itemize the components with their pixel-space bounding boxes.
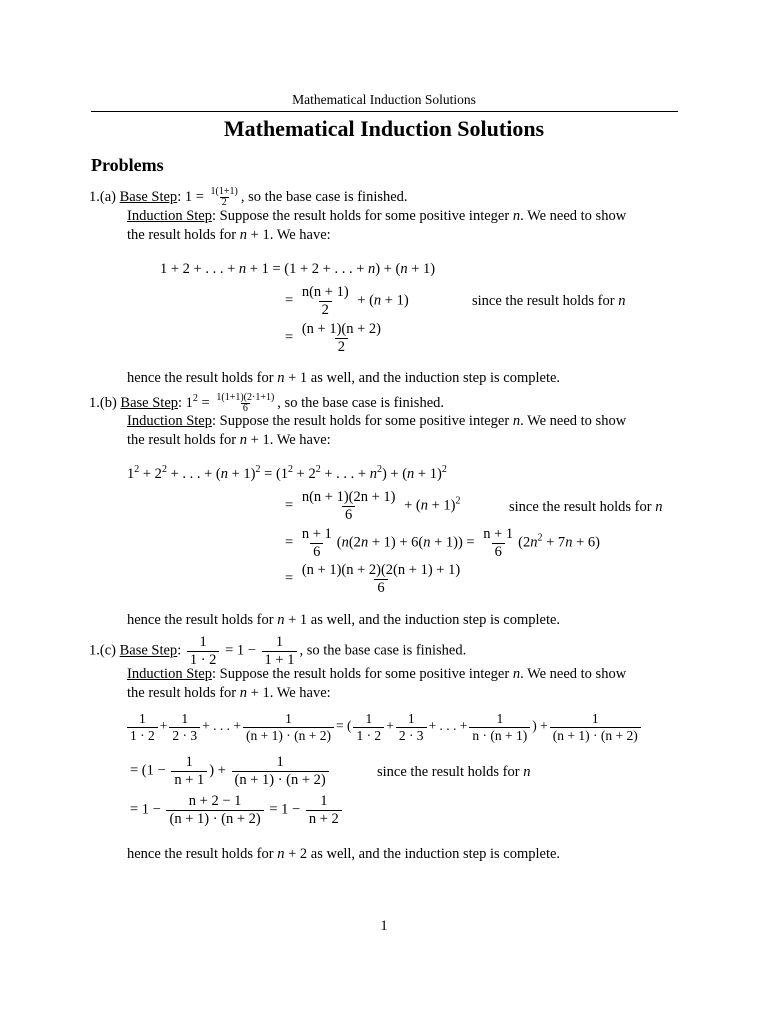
section-heading: Problems: [91, 155, 164, 175]
base-suffix: , so the base case is finished.: [240, 188, 408, 205]
inline-fraction: $\frac{1(1+1)(2\cdot 1+1)}{6}$: [216, 392, 275, 414]
problem-b-induction-cont: the result holds for n + 1. We have:: [127, 432, 331, 448]
equation-c-line3: = 1 − $\frac{n + 2 - 1}{(n + 1) \cdot (n + 2)}$ = 1 − $\frac{1}{n + 2}$: [130, 793, 344, 827]
problem-b-induction: Induction Step: Suppose the result holds for some positive integer n. We need to show: [127, 413, 627, 429]
equation-c-line2: = (1 − $\frac{1}{n + 1}$ ) + $\frac{1}{(n + 1) \cdot (n + 2)}$: [130, 754, 331, 788]
equation-a-line1: 1 + 2 + . . . + n + 1 = (1 + 2 + . . . + n) + (n + 1): [160, 261, 436, 277]
since-note-c: since the result holds for n: [377, 764, 531, 780]
problem-label: 1.(a): [89, 188, 116, 205]
problem-a-induction-cont: the result holds for n + 1. We have:: [127, 227, 331, 243]
problem-label: 1.(b): [89, 394, 117, 411]
problem-c-base: 1.(c) Base Step: $\frac{1}{1 \cdot 2}$ = 1 − $\frac{1}{1 + 1}$ , so the base case is finished.: [89, 634, 467, 668]
page-number: 1: [380, 918, 388, 934]
running-head: Mathematical Induction Solutions: [292, 92, 476, 107]
equation-b-line4: = $\frac{(n + 1)(n + 2)(2(n + 1) + 1)}{6}$: [285, 562, 461, 596]
problem-a-induction: Induction Step: Suppose the result holds for some positive integer n. We need to show: [127, 208, 627, 224]
equation-b-line1: $1^2 + 2^2$ + . . . + $(n + 1)^2 = (1^2 + 2^2$ + . . . + $n^2) + (n + 1)^2$: [127, 464, 447, 482]
problem-c-conclusion: hence the result holds for n + 2 as well, and the induction step is complete.: [127, 846, 561, 862]
equation-a-line2: = $\frac{n(n + 1)}{2}$ + (n + 1): [285, 284, 409, 318]
header-rule: [91, 111, 678, 112]
problem-b-conclusion: hence the result holds for n + 1 as well, and the induction step is complete.: [127, 612, 561, 628]
inline-fraction: $\frac{1(1+1)}{2}$: [210, 186, 238, 208]
problem-c-induction-cont: the result holds for n + 1. We have:: [127, 685, 331, 701]
problem-label: 1.(c): [89, 642, 116, 659]
problem-a-conclusion: hence the result holds for n + 1 as well, and the induction step is complete.: [127, 370, 561, 386]
problem-c-induction: Induction Step: Suppose the result holds for some positive integer n. We need to show: [127, 666, 627, 682]
problem-b-base: 1.(b) Base Step: $1^2$ = $\frac{1(1+1)(2\cdot 1+1)}{6}$ , so the base case is finished.: [89, 392, 445, 414]
equation-c-line1: $\frac{1}{1 \cdot 2}$ + $\frac{1}{2 \cdot 3}$ + . . . + $\frac{1}{(n + 1) \cdot (n + 2)}$ = ( $\frac{1}{1 \cdot 2}$ + $\frac{1}{2 \cdot 3}$ + . . . + $\frac{1}{n \cdot (n + 1)}$ ) + $\frac{1}{(n + 1) \cdot (n + 2)}$: [125, 711, 643, 743]
induction-step-label: Induction Step: [127, 208, 212, 224]
page-title: Mathematical Induction Solutions: [223, 116, 545, 141]
since-note-a: since the result holds for n: [472, 293, 626, 309]
equation-a-line3: = $\frac{(n + 1)(n + 2)}{2}$: [285, 321, 381, 355]
equation-b-line2: = $\frac{n(n + 1)(2n + 1)}{6}$ + $(n + 1)^2$: [285, 489, 461, 523]
equation-b-line3: = $\frac{n + 1}{6}$ (n(2n + 1) + 6(n + 1)) = $\frac{n + 1}{6}$ $(2n^2 + 7n + 6)$: [285, 526, 600, 560]
since-note-b: since the result holds for n: [509, 499, 663, 515]
problem-a-base: 1.(a) Base Step: 1 = $\frac{1(1+1)}{2}$ , so the base case is finished.: [89, 186, 408, 208]
base-step-label: Base Step: [119, 188, 178, 205]
